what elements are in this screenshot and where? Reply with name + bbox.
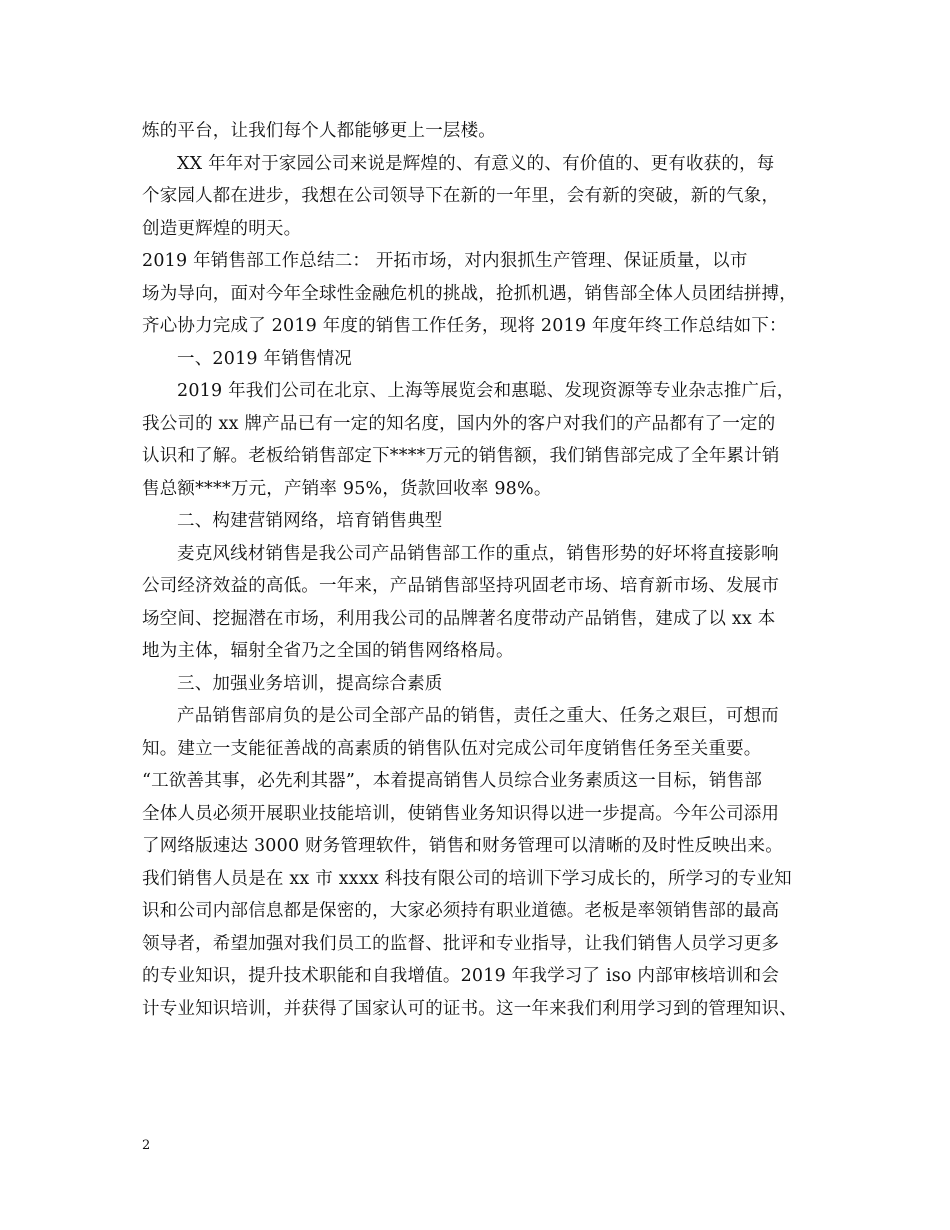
text-line: 二、构建营销网络，培育销售典型 [177,511,443,531]
text-line: 知。建立一支能征善战的高素质的销售队伍对完成公司年度销售任务至关重要。 [142,738,762,759]
text-line: 创造更辉煌的明天。 [142,218,302,239]
text-line: 的专业知识，提升技术职能和自我增值。2019 年我学习了 iso 内部审核培训和会 [142,966,780,986]
text-line: 认识和了解。老板给销售部定下****万元的销售额，我们销售部完成了全年累计销 [142,446,780,466]
page-number: 2 [142,1138,151,1153]
text-line: 了网络版速达 3000 财务管理软件，销售和财务管理可以清晰的及时性反映出来。 [142,836,783,856]
text-line: 地为主体，辐射全省乃之全国的销售网络格局。 [142,641,514,661]
text-line: 售总额****万元，产销率 95%，货款回收率 98%。 [142,478,552,499]
text-line: 场空间、挖掘潜在市场，利用我公司的品牌著名度带动产品销售，建成了以 xx 本 [142,608,776,629]
text-line: 计专业知识培训，并获得了国家认可的证书。这一年来我们利用学习到的管理知识、 [142,998,797,1019]
text-line: 公司经济效益的高低。一年来，产品销售部坚持巩固老市场、培育新市场、发展市 [142,576,780,596]
text-line: 炼的平台，让我们每个人都能够更上一层楼。 [142,121,496,141]
document-body [142,115,822,1025]
text-line: 个家园人都在进步，我想在公司领导下在新的一年里，会有新的突破，新的气象， [142,186,780,206]
text-line: XX 年年对于家园公司来说是辉煌的、有意义的、有价值的、更有收获的，每 [177,153,775,174]
text-line: 我们销售人员是在 xx 市 xxxx 科技有限公司的培训下学习成长的，所学习的专业知 [142,868,792,889]
text-line: 麦克风线材销售是我公司产品销售部工作的重点，销售形势的好坏将直接影响 [177,543,779,564]
text-line: 三、加强业务培训，提高综合素质 [177,673,443,694]
text-line: 产品销售部肩负的是公司全部产品的销售，责任之重大、任务之艰巨，可想而 [177,706,779,726]
text-line: 识和公司内部信息都是保密的，大家必须持有职业道德。老板是率领销售部的最高 [142,901,780,921]
text-line: 一、2019 年销售情况 [177,348,352,369]
text-line: “工欲善其事，必先利其器”，本着提高销售人员综合业务素质这一目标，销售部 [142,771,763,791]
text-line: 领导者，希望加强对我们员工的监督、批评和专业指导，让我们销售人员学习更多 [142,933,780,954]
text-line: 2019 年我们公司在北京、上海等展览会和惠聪、发现资源等专业杂志推广后， [177,381,795,401]
text-line: 全体人员必须开展职业技能培训，使销售业务知识得以进一步提高。今年公司添用 [142,803,780,824]
text-line: 场为导向，面对今年全球性金融危机的挑战，抢抓机遇，销售部全体人员团结拼搏， [142,283,797,304]
text-line: 2019 年销售部工作总结二： 开拓市场，对内狠抓生产管理、保证质量，以市 [142,251,748,271]
text-line: 我公司的 xx 牌产品已有一定的知名度，国内外的客户对我们的产品都有了一定的 [142,413,776,434]
text-line: 齐心协力完成了 2019 年度的销售工作任务，现将 2019 年度年终工作总结如下： [142,316,787,336]
